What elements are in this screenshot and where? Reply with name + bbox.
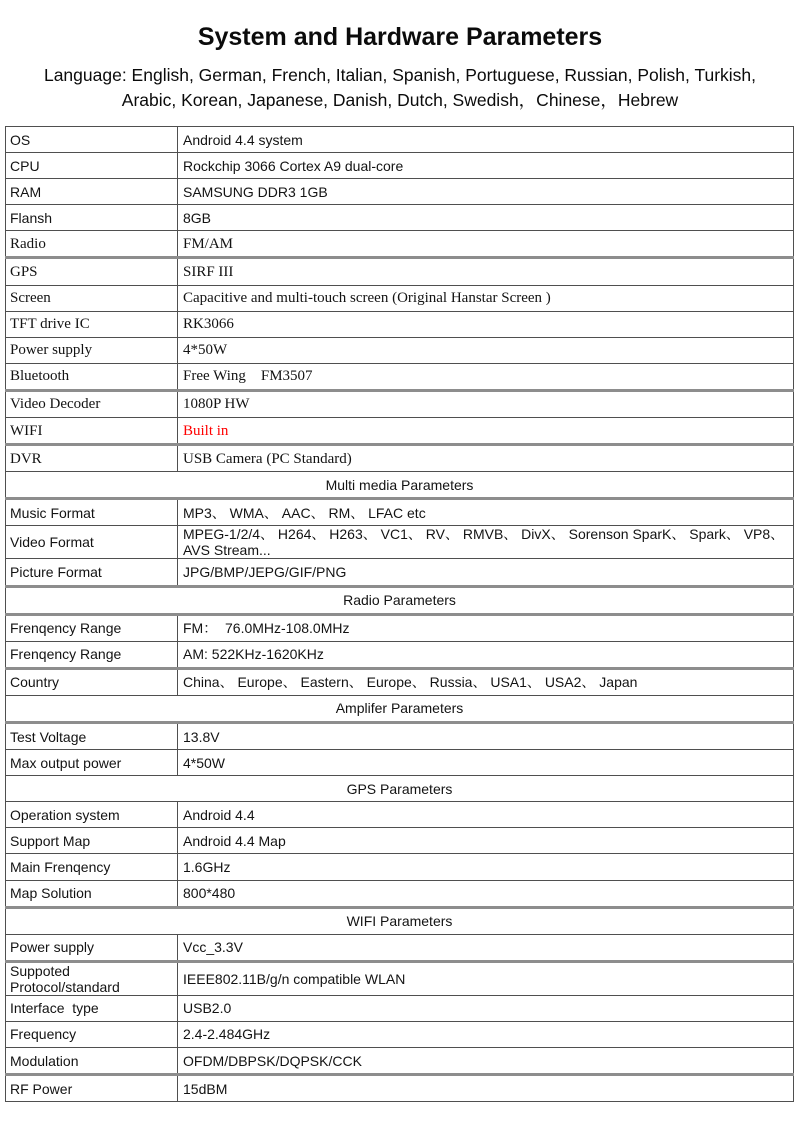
table-row bbox=[6, 337, 794, 363]
table-row bbox=[6, 559, 794, 586]
section-header-label: GPS Parameters bbox=[6, 776, 794, 802]
parameter-value: USB2.0 bbox=[178, 995, 794, 1021]
parameter-value: 4*50W bbox=[178, 337, 794, 363]
parameter-value: 800*480 bbox=[178, 880, 794, 907]
parameter-value: China、 Europe、 Eastern、 Europe、 Russia、 USA1、 USA2、 Japan bbox=[178, 668, 794, 695]
parameter-value: Rockchip 3066 Cortex A9 dual-core bbox=[178, 153, 794, 179]
table-row bbox=[6, 1021, 794, 1047]
parameter-name: Modulation bbox=[6, 1048, 178, 1075]
table-row bbox=[6, 802, 794, 828]
section-header-label: Radio Parameters bbox=[6, 586, 794, 614]
parameter-name: Frequency bbox=[6, 1021, 178, 1047]
parameter-value: JPG/BMP/JEPG/GIF/PNG bbox=[178, 559, 794, 586]
parameter-value: 1080P HW bbox=[178, 390, 794, 417]
parameter-name: Power supply bbox=[6, 337, 178, 363]
parameter-name: DVR bbox=[6, 445, 178, 472]
parameter-value: 2.4-2.484GHz bbox=[178, 1021, 794, 1047]
language-line-2: Arabic, Korean, Japanese, Danish, Dutch, Swedish，Chinese，Hebrew bbox=[121, 90, 679, 110]
parameter-value: Android 4.4 bbox=[178, 802, 794, 828]
table-row bbox=[6, 179, 794, 205]
parameter-value: FM/AM bbox=[178, 231, 794, 258]
section-header-row bbox=[6, 695, 794, 722]
parameter-value: Android 4.4 system bbox=[178, 127, 794, 153]
parameter-name: Support Map bbox=[6, 828, 178, 854]
table-row bbox=[6, 258, 794, 285]
section-header-row bbox=[6, 907, 794, 934]
table-row bbox=[6, 880, 794, 907]
parameter-name: WIFI bbox=[6, 418, 178, 445]
table-row bbox=[6, 934, 794, 961]
parameter-value: IEEE802.11B/g/n compatible WLAN bbox=[178, 961, 794, 995]
table-row bbox=[6, 445, 794, 472]
table-row bbox=[6, 1048, 794, 1075]
parameter-name: Picture Format bbox=[6, 559, 178, 586]
parameter-name: GPS bbox=[6, 258, 178, 285]
parameter-value: AM: 522KHz-1620KHz bbox=[178, 641, 794, 668]
parameter-name: Country bbox=[6, 668, 178, 695]
parameter-name: RAM bbox=[6, 179, 178, 205]
spec-table-body bbox=[6, 127, 794, 1102]
parameter-name: Music Format bbox=[6, 499, 178, 526]
language-list bbox=[0, 63, 800, 113]
parameter-value: Capacitive and multi-touch screen (Original Hanstar Screen ) bbox=[178, 285, 794, 311]
parameter-name: Bluetooth bbox=[6, 363, 178, 390]
spec-table bbox=[5, 126, 794, 1102]
parameter-name: Frenqency Range bbox=[6, 614, 178, 641]
parameter-value: Vcc_3.3V bbox=[178, 934, 794, 961]
parameter-value: FM： 76.0MHz-108.0MHz bbox=[178, 614, 794, 641]
parameter-name: Frenqency Range bbox=[6, 641, 178, 668]
table-row bbox=[6, 418, 794, 445]
parameter-name: Interface type bbox=[6, 995, 178, 1021]
table-row bbox=[6, 750, 794, 776]
parameter-value: OFDM/DBPSK/DQPSK/CCK bbox=[178, 1048, 794, 1075]
parameter-value: Free Wing FM3507 bbox=[178, 363, 794, 390]
parameter-value: 15dBM bbox=[178, 1075, 794, 1102]
parameter-name: Suppoted Protocol/standard bbox=[6, 961, 178, 995]
parameter-value: 13.8V bbox=[178, 722, 794, 749]
table-row bbox=[6, 231, 794, 258]
table-row bbox=[6, 499, 794, 526]
table-row bbox=[6, 311, 794, 337]
table-row bbox=[6, 1075, 794, 1102]
parameter-name: CPU bbox=[6, 153, 178, 179]
table-row bbox=[6, 205, 794, 231]
table-row bbox=[6, 526, 794, 559]
parameter-value: Android 4.4 Map bbox=[178, 828, 794, 854]
section-header-row bbox=[6, 472, 794, 499]
parameter-value: RK3066 bbox=[178, 311, 794, 337]
parameter-name: Screen bbox=[6, 285, 178, 311]
table-row bbox=[6, 614, 794, 641]
table-row bbox=[6, 722, 794, 749]
table-row bbox=[6, 390, 794, 417]
table-row bbox=[6, 153, 794, 179]
parameter-value: MPEG-1/2/4、 H264、 H263、 VC1、 RV、 RMVB、 DivX、 Sorenson SparK、 Spark、 VP8、 AVS Stream... bbox=[178, 526, 794, 559]
parameter-name: Video Decoder bbox=[6, 390, 178, 417]
parameter-name: Video Format bbox=[6, 526, 178, 559]
table-row bbox=[6, 828, 794, 854]
table-row bbox=[6, 127, 794, 153]
parameter-name: Map Solution bbox=[6, 880, 178, 907]
language-line-1: Language: English, German, French, Italian, Spanish, Portuguese, Russian, Polish, Turkish, bbox=[43, 65, 757, 85]
parameter-value: 1.6GHz bbox=[178, 854, 794, 880]
parameter-name: Test Voltage bbox=[6, 722, 178, 749]
parameter-value: 8GB bbox=[178, 205, 794, 231]
parameter-name: OS bbox=[6, 127, 178, 153]
table-row bbox=[6, 641, 794, 668]
section-header-label: Amplifer Parameters bbox=[6, 695, 794, 722]
table-row bbox=[6, 285, 794, 311]
table-row bbox=[6, 668, 794, 695]
parameter-name: Flansh bbox=[6, 205, 178, 231]
table-row bbox=[6, 363, 794, 390]
page-title: System and Hardware Parameters bbox=[197, 23, 603, 51]
parameter-value: Built in bbox=[178, 418, 794, 445]
section-header-row bbox=[6, 586, 794, 614]
parameter-value: 4*50W bbox=[178, 750, 794, 776]
section-header-label: Multi media Parameters bbox=[6, 472, 794, 499]
section-header-label: WIFI Parameters bbox=[6, 907, 794, 934]
section-header-row bbox=[6, 776, 794, 802]
table-row bbox=[6, 961, 794, 995]
parameter-value: SIRF III bbox=[178, 258, 794, 285]
parameter-name: RF Power bbox=[6, 1075, 178, 1102]
table-row bbox=[6, 995, 794, 1021]
parameter-value: MP3、 WMA、 AAC、 RM、 LFAC etc bbox=[178, 499, 794, 526]
parameter-name: Power supply bbox=[6, 934, 178, 961]
parameter-value: USB Camera (PC Standard) bbox=[178, 445, 794, 472]
parameter-value: SAMSUNG DDR3 1GB bbox=[178, 179, 794, 205]
parameter-name: Radio bbox=[6, 231, 178, 258]
parameter-name: Max output power bbox=[6, 750, 178, 776]
table-row bbox=[6, 854, 794, 880]
parameter-name: TFT drive IC bbox=[6, 311, 178, 337]
parameter-name: Main Frenqency bbox=[6, 854, 178, 880]
parameter-name: Operation system bbox=[6, 802, 178, 828]
